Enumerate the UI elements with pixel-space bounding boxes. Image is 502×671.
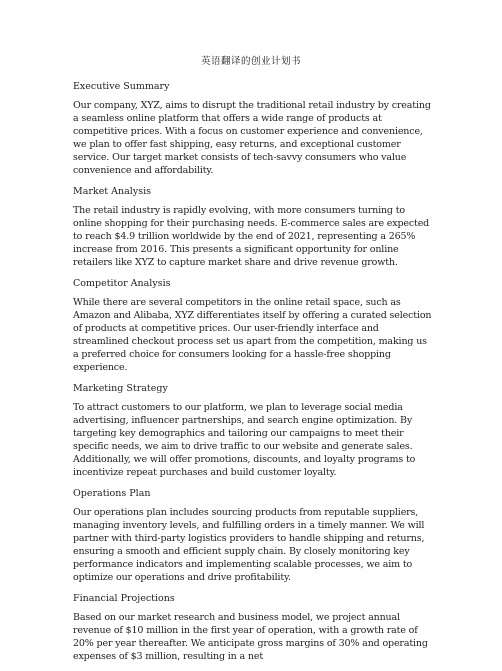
section-competitor-analysis	[73, 277, 433, 374]
section-marketing-strategy	[73, 382, 433, 479]
section-paragraph: To attract customers to our platform, we plan to leverage social media advertising, influencer partnerships, and search engine optimization. By targeting key demographics and tailoring our campaigns to meet their specific needs, we aim to drive traffic to our website and generate sales. Additionally, we will offer promotions, discounts, and loyalty programs to incentivize repeat purchases and build customer loyalty.	[73, 402, 416, 478]
section-heading: Executive Summary	[73, 81, 170, 92]
section-operations-plan	[73, 487, 433, 584]
section-heading: Market Analysis	[73, 186, 151, 197]
section-executive-summary	[73, 80, 433, 177]
document-body	[73, 80, 433, 671]
section-heading: Financial Projections	[73, 593, 175, 604]
section-paragraph: Our company, XYZ, aims to disrupt the traditional retail industry by creating a seamless online platform that offers a wide range of products at competitive prices. With a focus on customer experience and convenience, we plan to offer fast shipping, easy returns, and exceptional customer service. Our target market consists of tech-savvy consumers who value convenience and affordability.	[73, 100, 431, 176]
section-paragraph: Based on our market research and business model, we project annual revenue of $10 million in the first year of operation, with a growth rate of 20% per year thereafter. We anticipate gross margins of 30% and operating expenses of $3 million, resulting in a net	[73, 612, 428, 662]
document-title: 英语翻译的创业计划书	[200, 56, 301, 67]
section-market-analysis	[73, 185, 433, 269]
section-paragraph: While there are several competitors in the online retail space, such as Amazon and Alibaba, XYZ differentiates itself by offering a curated selection of products at competitive prices. Our user-friendly interface and streamlined checkout process set us apart from the competition, making us a preferred choice for consumers looking for a hassle-free shopping experience.	[73, 297, 432, 373]
section-financial-projections	[73, 592, 433, 663]
section-paragraph: The retail industry is rapidly evolving, with more consumers turning to online shopping for their purchasing needs. E-commerce sales are expected to reach $4.9 trillion worldwide by the end of 2021, representing a 265% increase from 2016. This presents a significant opportunity for online retailers like XYZ to capture market share and drive revenue growth.	[73, 205, 430, 268]
section-paragraph: Our operations plan includes sourcing products from reputable suppliers, managing inventory levels, and fulfilling orders in a timely manner. We will partner with third-party logistics providers to handle shipping and returns, ensuring a smooth and efficient supply chain. By closely monitoring key performance indicators and implementing scalable processes, we aim to optimize our operations and drive profitability.	[73, 507, 425, 583]
section-heading: Operations Plan	[73, 488, 151, 499]
section-heading: Marketing Strategy	[73, 383, 168, 394]
section-heading: Competitor Analysis	[73, 278, 171, 289]
